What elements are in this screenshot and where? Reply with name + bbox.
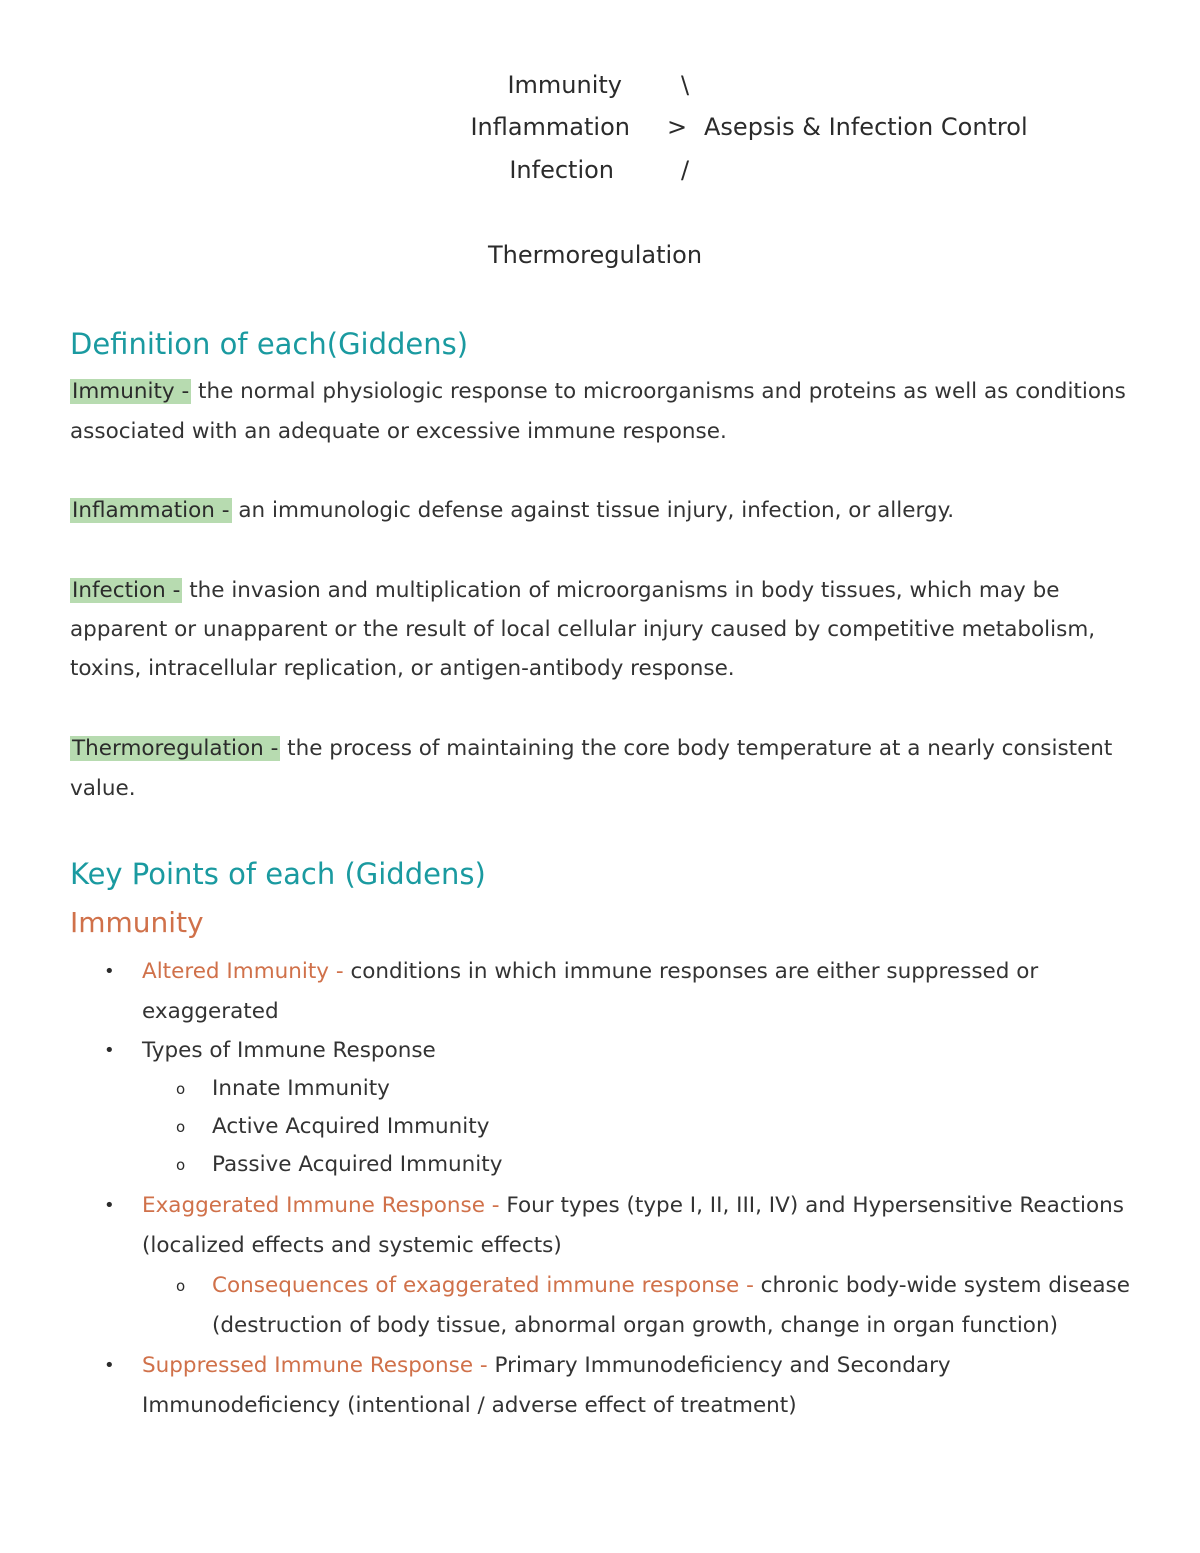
definition-text: an immunologic defense against tissue injury, infection, or allergy.	[231, 498, 955, 523]
bullet-text: Innate Immunity	[212, 1076, 390, 1101]
bullet-label: Altered Immunity -	[142, 959, 351, 984]
bullet-label: Consequences of exaggerated immune response -	[212, 1273, 761, 1298]
header-asepsis: Asepsis & Infection Control	[704, 113, 1028, 141]
list-item	[70, 952, 1130, 1032]
definitions-heading: Definition of each(Giddens)	[70, 327, 469, 361]
header-symbol-arrow: >	[666, 113, 688, 141]
bullet-text: Types of Immune Response	[142, 1038, 436, 1063]
sub-list-item	[70, 1108, 1130, 1146]
term-highlight: Thermoregulation -	[72, 736, 279, 761]
sub-list-item	[70, 1070, 1130, 1108]
list-item	[70, 1186, 1130, 1266]
list-item	[70, 1346, 1130, 1426]
term-highlight: Infection -	[72, 578, 181, 603]
header-thermoregulation: Thermoregulation	[488, 241, 703, 269]
sub-list-item	[70, 1146, 1130, 1184]
list-item	[70, 1032, 1130, 1070]
key-points-heading: Key Points of each (Giddens)	[70, 857, 486, 891]
bullet-text: Primary Immunodeficiency and Secondary Immunodeficiency (intentional / adverse effect of treatment)	[142, 1353, 951, 1418]
bullet-text: chronic body-wide system disease (destruction of body tissue, abnormal organ growth, change in organ function)	[212, 1273, 1130, 1338]
bullet-text: Active Acquired Immunity	[212, 1114, 490, 1139]
term-highlight: Inflammation -	[72, 498, 230, 523]
header-symbol-slash: /	[680, 156, 690, 184]
bullet-text: Four types (type I, II, III, IV) and Hypersensitive Reactions (localized effects and systemic effects)	[142, 1193, 1124, 1258]
immunity-bullet-list	[70, 952, 1130, 1426]
header-inflammation: Inflammation	[470, 113, 630, 141]
header-immunity: Immunity	[507, 71, 622, 99]
definition-immunity	[70, 372, 1130, 452]
definition-text: the invasion and multiplication of microorganisms in body tissues, which may be apparent or unapparent or the result of local cellular injury caused by competitive metabolism, toxins, intracellular replication, or antigen-antibody response.	[70, 578, 1096, 681]
term-highlight: Immunity -	[72, 379, 190, 404]
definition-inflammation	[70, 491, 1130, 531]
bullet-text: Passive Acquired Immunity	[212, 1152, 503, 1177]
definition-text: the normal physiologic response to microorganisms and proteins as well as conditions associated with an adequate or excessive immune response.	[70, 379, 1126, 444]
header-symbol-backslash: \	[680, 71, 690, 99]
definition-infection	[70, 571, 1130, 688]
definition-thermoregulation	[70, 729, 1130, 809]
header-infection: Infection	[509, 156, 614, 184]
bullet-label: Suppressed Immune Response -	[142, 1353, 495, 1378]
sub-list-item	[70, 1266, 1130, 1346]
immunity-subheading: Immunity	[70, 906, 204, 939]
bullet-text: conditions in which immune responses are either suppressed or exaggerated	[142, 959, 1039, 1024]
bullet-label: Exaggerated Immune Response -	[142, 1193, 507, 1218]
definition-text: the process of maintaining the core body temperature at a nearly consistent value.	[70, 736, 1113, 801]
